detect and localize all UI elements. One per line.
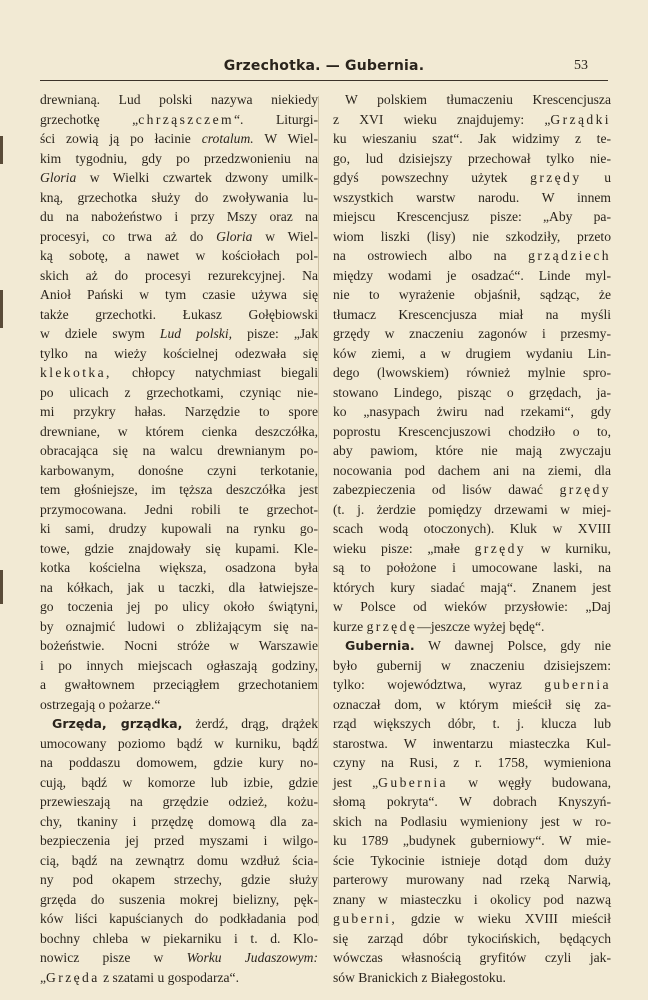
text-line: drewnianą. Lud polski nazywa niekiedy <box>40 92 318 107</box>
text-line: Gubernia. W dawnej Polsce, gdy nie <box>345 638 611 653</box>
page-number: 53 <box>574 58 588 73</box>
text-line: na kółkach, jak u taczki, dla łatwiejsze- <box>40 579 318 595</box>
text-line: scach wodą otoczonych). Kluk w XVIII <box>333 521 611 536</box>
text-line: są to położone i umocowane laski, na <box>333 560 611 575</box>
left-column <box>40 90 318 987</box>
text-line: „Grzęda z szatami u gospodarza“. <box>40 969 239 985</box>
text-line: czyny na Rusi, z r. 1758, wymieniona <box>333 755 611 770</box>
text-line: na poddaszu domowem, gdzie kury no- <box>40 755 318 770</box>
text-line: w Polsce od wieków przysłowie: „Daj <box>333 599 611 614</box>
text-line: starostwa. W inwentarzu miasteczka Kul- <box>333 735 611 751</box>
text-line: grzęda do suszenia mokrej bielizny, pęk- <box>40 891 318 907</box>
text-line: na ostrowiech albo na grządziech <box>333 248 611 263</box>
margin-mark <box>0 570 3 604</box>
running-header <box>52 58 596 78</box>
text-line: nowicz pisze w Worku Judaszowym: <box>40 950 319 965</box>
margin-mark <box>0 136 3 164</box>
text-line: nocowania pod dachem ani na ziemi, dla <box>333 462 611 478</box>
margin-mark <box>0 290 3 328</box>
text-line: umocowany poziomo bądź w kurniku, bądź <box>40 735 318 751</box>
text-line: kim tygodniu, gdy po przedzwonieniu na <box>40 150 318 166</box>
text-line: skich na Podlasiu wymieniony jest w ro- <box>333 813 611 829</box>
text-line: przymocowana. Jedni robili te grzechot- <box>40 501 318 517</box>
text-line: ko „nasypach żwiru nad rzekami“, gdy <box>333 404 611 419</box>
text-line: przewieszają na grzędzie odzież, kożu- <box>40 794 318 809</box>
text-line: kurze grzędę—jeszcze wyżej będę“. <box>333 618 545 634</box>
text-line: gdyś powszechny użytek grzędy u <box>333 170 611 185</box>
running-title: Grzechotka. — Gubernia. <box>223 58 425 74</box>
text-line: ście Tykocinie istnieje dotąd dom duży <box>333 852 611 868</box>
text-line: wiom liszki (lisy) nie szkodziły, przeto <box>333 228 611 244</box>
text-line: których kury siadać mają“. Znanem jest <box>333 579 611 595</box>
text-line: z XVI wieku znajdujemy: „Grządki <box>333 111 611 127</box>
text-line: było gubernij w znaczeniu dzisiejszem: <box>333 657 611 673</box>
text-line: bożeństwie. Nocni stróże w Warszawie <box>40 638 318 653</box>
text-line: du na nabożeństwo i przy Mszy oraz na <box>40 209 318 224</box>
text-line: guberni, gdzie w wieku XVIII mieścił <box>333 911 611 926</box>
text-line: by oznajmić ludowi o zbliżającym się na- <box>40 618 318 634</box>
text-line: kną, grzechotka służy do zwoływania lu- <box>40 189 318 205</box>
text-line: także grzechotki. Łukasz Gołębiowski <box>40 306 318 322</box>
header-rule <box>40 80 608 81</box>
text-line: dego (lwowskiem) również mylnie spro- <box>333 365 611 380</box>
text-line: tylko: województwa, wyraz gubernia <box>333 677 611 692</box>
text-line: cią, bądź na zewnątrz domu wzdłuż ścia- <box>40 852 318 868</box>
text-line: bezpieczenia jej przed myszami i wilgo- <box>40 833 318 848</box>
text-line: kotka kościelna większa, osadzona była <box>40 560 318 575</box>
text-line: rząd większych dóbr, t. j. klucza lub <box>333 716 611 731</box>
text-line: ku wieszaniu szat“. Jak widzimy z te- <box>333 131 611 146</box>
text-line: cują, bądź w komorze lub izbie, gdzie <box>40 774 318 790</box>
text-line: klekotka, chłopcy natychmiast biegali <box>40 365 318 380</box>
text-line: ką sobotę, a nawet w kościołach pol- <box>40 248 318 263</box>
right-column <box>333 90 611 987</box>
text-line: a gwałtownem przeciągłem grzechotaniem <box>40 677 318 692</box>
text-line: ku 1789 „budynek guberniowy“. W mie- <box>333 833 611 848</box>
text-line: ków ziemi, a w drugiem wydaniu Lin- <box>333 345 611 361</box>
text-line: mi przykry hałas. Narzędzie to spore <box>40 404 318 419</box>
text-line: ków liści kapuścianych do podkładania pod <box>40 911 318 926</box>
text-line: znany w miasteczku i okolicy pod nazwą <box>333 891 611 907</box>
text-line: jest „Gubernia w węgły budowana, <box>333 774 611 790</box>
text-line: miejscu Krescencjusz pisze: „Aby pa- <box>333 209 611 224</box>
text-line: się zarząd dóbr tykocińskich, będących <box>333 930 611 946</box>
text-line: ny pod okapem strzechy, gdzie służy <box>40 872 318 887</box>
text-line: wszystkich warstw narodu. W innem <box>333 189 611 205</box>
text-line: tylko na wieży kościelnej odezwała się <box>40 345 318 361</box>
text-line: Anioł Pański w tym czasie używa się <box>40 287 318 302</box>
text-line: sów Branickich z Białegostoku. <box>333 969 506 985</box>
text-line: ści zowią ją po łacinie crotalum. W Wiel- <box>40 131 319 146</box>
text-line: po ulicach z grzechotkami, czyniąc nie- <box>40 384 318 400</box>
text-line: grzechotkę „chrząszczem“. Liturgi- <box>40 111 318 127</box>
text-line: oznaczał dom, w którym mieścił się za- <box>333 696 611 712</box>
text-line: zabezpieczenia od lisów dawać grzędy <box>333 482 611 497</box>
text-line: go toczenia jej po ulicy około świątyni, <box>40 599 318 614</box>
text-line: tłumacz Krescencjusza miał na myśli <box>333 306 611 322</box>
text-line: grzędy w znaczeniu zagonów i przesmy- <box>333 326 611 341</box>
text-line: Grzęda, grządka, żerdź, drąg, drążek <box>52 716 318 731</box>
text-line: ostrzegają o pożarze.“ <box>40 696 161 712</box>
column-divider <box>318 96 319 926</box>
text-line: w dziele swym Lud polski, pisze: „Jak <box>40 326 318 341</box>
text-line: bochny chleba w piekarniku i t. d. Klo- <box>40 930 318 946</box>
text-line: wówczas własnością gryfitów czyli jak- <box>333 950 611 965</box>
text-line: go, lud dzisiejszy przechował tylko nie- <box>333 150 611 166</box>
text-line: chy, tkaniny i przędzę domową dla za- <box>40 813 318 829</box>
text-line: nie to wyrażenie objaśnił, sądząc, że <box>333 287 611 302</box>
text-line: towe, gdzie znajdowały się kupami. Kle- <box>40 540 318 556</box>
text-line: obracająca się na walcu drewnianym po- <box>40 443 318 458</box>
text-line: procesyi, co trwa aż do Gloria w Wiel- <box>40 228 318 244</box>
text-line: aby pawiom, które nie mają zwyczaju <box>333 443 611 458</box>
text-line: poprostu Krescencjuszowi chodziło o to, <box>333 423 611 439</box>
text-line: W polskiem tłumaczeniu Krescencjusza <box>345 92 611 107</box>
text-line: słomą pokryta“. W dobrach Knyszyń- <box>333 794 611 809</box>
text-line: skich aż do procesyi rezurekcyjnej. Na <box>40 267 318 283</box>
text-line: (t. j. żerdzie pomiędzy drzewami w miej- <box>333 501 611 517</box>
text-line: tem głośniejsze, im tęższa deszczółka jest <box>40 482 318 497</box>
text-line: drewniane, w którem cienka deszczółka, <box>40 423 318 439</box>
text-line: parterowy murowany nad rzeką Narwią, <box>333 872 611 887</box>
text-line: wieku pisze: „małe grzędy w kurniku, <box>333 540 611 556</box>
text-line: karbowanym, donośne czyni terkotanie, <box>40 462 318 478</box>
text-line: i po innych miejscach ogłaszają godziny, <box>40 657 318 673</box>
text-line: między wodami je osadzać“. Linde myl- <box>333 267 611 283</box>
text-line: ki sami, drudzy kupowali na rynku go- <box>40 521 318 536</box>
text-line: stowano Lindego, pisząc o grzędach, ja- <box>333 384 611 400</box>
text-line: Gloria w Wielki czwartek dzwony umilk- <box>40 170 318 185</box>
